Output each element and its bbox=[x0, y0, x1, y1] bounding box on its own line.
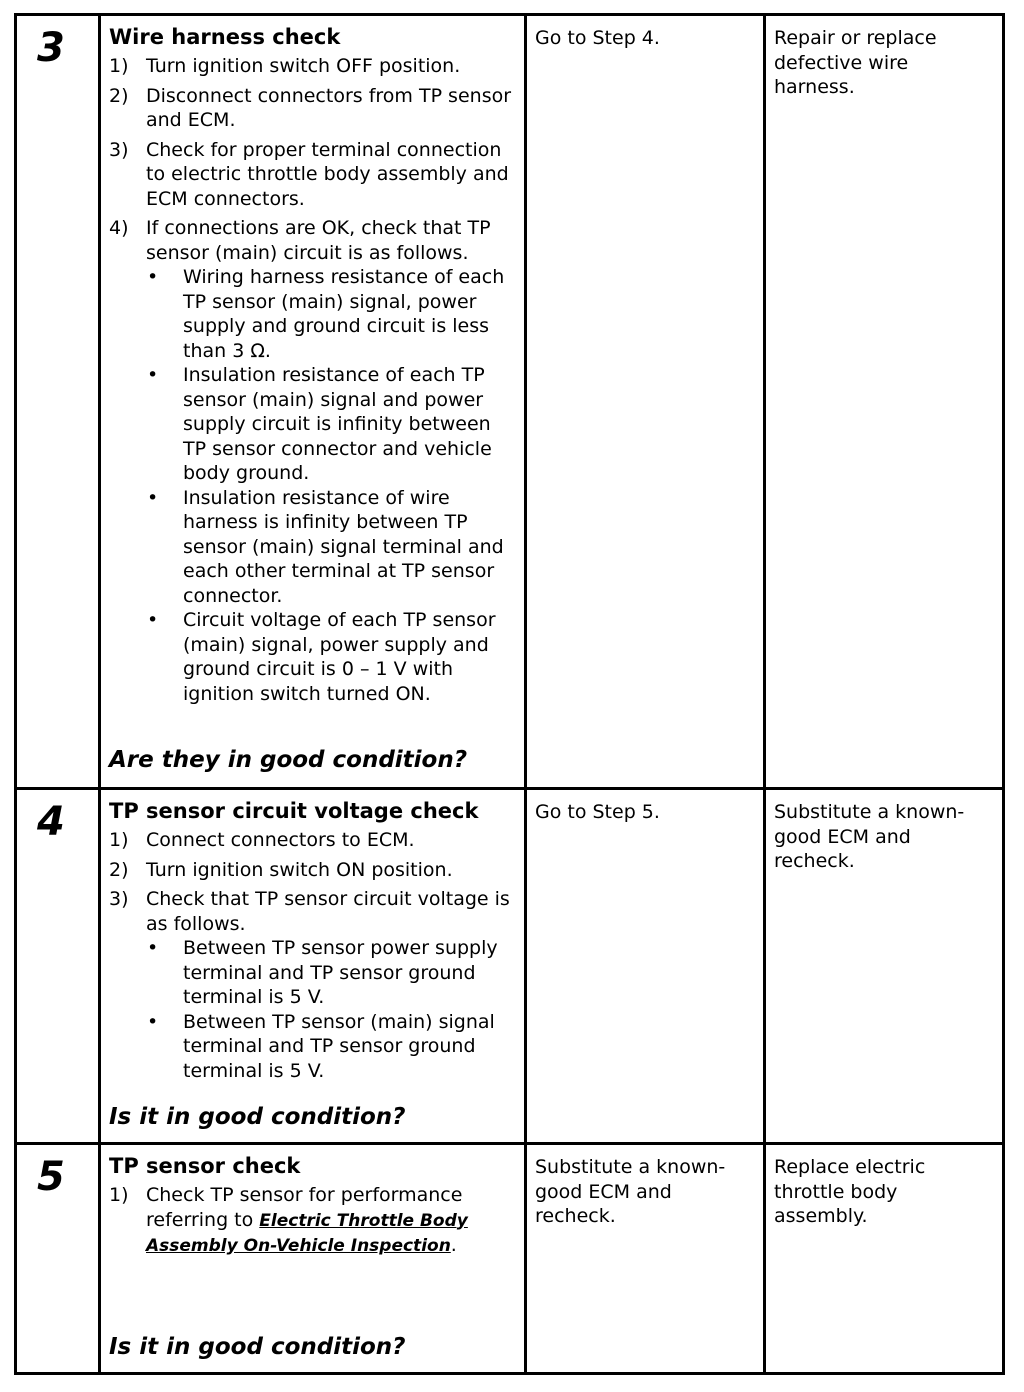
item-text-end: . bbox=[450, 1234, 457, 1256]
step-title: TP sensor check bbox=[109, 1154, 301, 1178]
yes-result: Substitute a known-good ECM and recheck. bbox=[535, 1156, 726, 1227]
bullet-list bbox=[146, 936, 516, 1083]
step-number-cell bbox=[16, 1144, 100, 1374]
no-cell bbox=[765, 789, 1004, 1144]
procedure-item bbox=[109, 1183, 516, 1259]
procedure-item bbox=[109, 84, 516, 133]
item-number: 3) bbox=[109, 888, 129, 910]
bullet-list bbox=[146, 265, 516, 706]
bullet-item: • Insulation resistance of wire harness is infinity between TP sensor (main) signal terminal and each other terminal at TP sensor connector. bbox=[146, 486, 516, 609]
yes-cell bbox=[526, 15, 765, 789]
procedure-item bbox=[109, 54, 516, 79]
item-number: 1) bbox=[109, 1184, 129, 1206]
item-number: 3) bbox=[109, 138, 129, 161]
item-text: Check TP sensor for performance referring to bbox=[146, 1184, 463, 1231]
item-text: Check that TP sensor circuit voltage is as follows. bbox=[146, 888, 510, 935]
item-number: 1) bbox=[109, 829, 129, 851]
bullet-item: • Wiring harness resistance of each TP sensor (main) signal, power supply and ground circuit is less than 3 Ω. bbox=[146, 265, 516, 363]
step-title: Wire harness check bbox=[109, 25, 341, 49]
bullet-item: • Circuit voltage of each TP sensor (main) signal, power supply and ground circuit is 0 – 1 V with ignition switch turned ON. bbox=[146, 608, 516, 706]
no-cell bbox=[765, 15, 1004, 789]
step-number-cell bbox=[16, 15, 100, 789]
item-text: Turn ignition switch OFF position. bbox=[146, 55, 461, 77]
action-cell bbox=[100, 789, 526, 1144]
item-number: 4) bbox=[109, 217, 129, 239]
action-cell bbox=[100, 1144, 526, 1374]
step-title: TP sensor circuit voltage check bbox=[109, 799, 479, 823]
step-row-3 bbox=[16, 15, 1004, 789]
yes-cell bbox=[526, 1144, 765, 1374]
step-number: 4 bbox=[37, 799, 65, 845]
procedure-item bbox=[109, 828, 516, 853]
item-text: If connections are OK, check that TP sensor (main) circuit is as follows. bbox=[146, 217, 491, 264]
no-result: Replace electric throttle body assembly. bbox=[774, 1156, 926, 1227]
step-question: Is it in good condition? bbox=[109, 1104, 406, 1130]
no-cell bbox=[765, 1144, 1004, 1374]
bullet-item: • Between TP sensor (main) signal terminal and TP sensor ground terminal is 5 V. bbox=[146, 1010, 516, 1084]
step-row-4 bbox=[16, 789, 1004, 1144]
item-text: Turn ignition switch ON position. bbox=[146, 858, 453, 881]
procedure-item bbox=[109, 216, 516, 706]
step-number: 5 bbox=[37, 1154, 65, 1200]
no-result: Repair or replace defective wire harness. bbox=[774, 27, 937, 98]
bullet-item: • Insulation resistance of each TP sensor (main) signal and power supply circuit is infinity between TP sensor connector and vehicle body ground. bbox=[146, 363, 516, 486]
step-number: 3 bbox=[37, 25, 65, 71]
procedure-list bbox=[109, 828, 516, 1083]
inspection-link[interactable]: Electric Throttle Body Assembly On-Vehicle Inspection bbox=[146, 1210, 468, 1256]
yes-cell bbox=[526, 789, 765, 1144]
item-number: 2) bbox=[109, 84, 129, 107]
procedure-item bbox=[109, 138, 516, 212]
yes-result: Go to Step 4. bbox=[535, 27, 660, 49]
item-text: Disconnect connectors from TP sensor and ECM. bbox=[146, 84, 512, 131]
yes-result: Go to Step 5. bbox=[535, 801, 660, 823]
procedure-list bbox=[109, 54, 516, 706]
procedure-item bbox=[109, 858, 516, 883]
bullet-item: • Between TP sensor power supply terminal and TP sensor ground terminal is 5 V. bbox=[146, 936, 516, 1010]
step-question: Are they in good condition? bbox=[109, 747, 468, 773]
action-cell bbox=[100, 15, 526, 789]
step-row-5 bbox=[16, 1144, 1004, 1374]
item-text: Connect connectors to ECM. bbox=[146, 829, 415, 851]
item-text: Check for proper terminal connection to electric throttle body assembly and ECM connectors. bbox=[146, 138, 509, 210]
item-number: 1) bbox=[109, 55, 129, 77]
troubleshooting-table bbox=[14, 13, 1005, 1375]
no-result: Substitute a known-good ECM and recheck. bbox=[774, 801, 965, 872]
procedure-list bbox=[109, 1183, 516, 1259]
item-number: 2) bbox=[109, 858, 129, 881]
step-number-cell bbox=[16, 789, 100, 1144]
step-question: Is it in good condition? bbox=[109, 1334, 406, 1360]
procedure-item bbox=[109, 887, 516, 1083]
